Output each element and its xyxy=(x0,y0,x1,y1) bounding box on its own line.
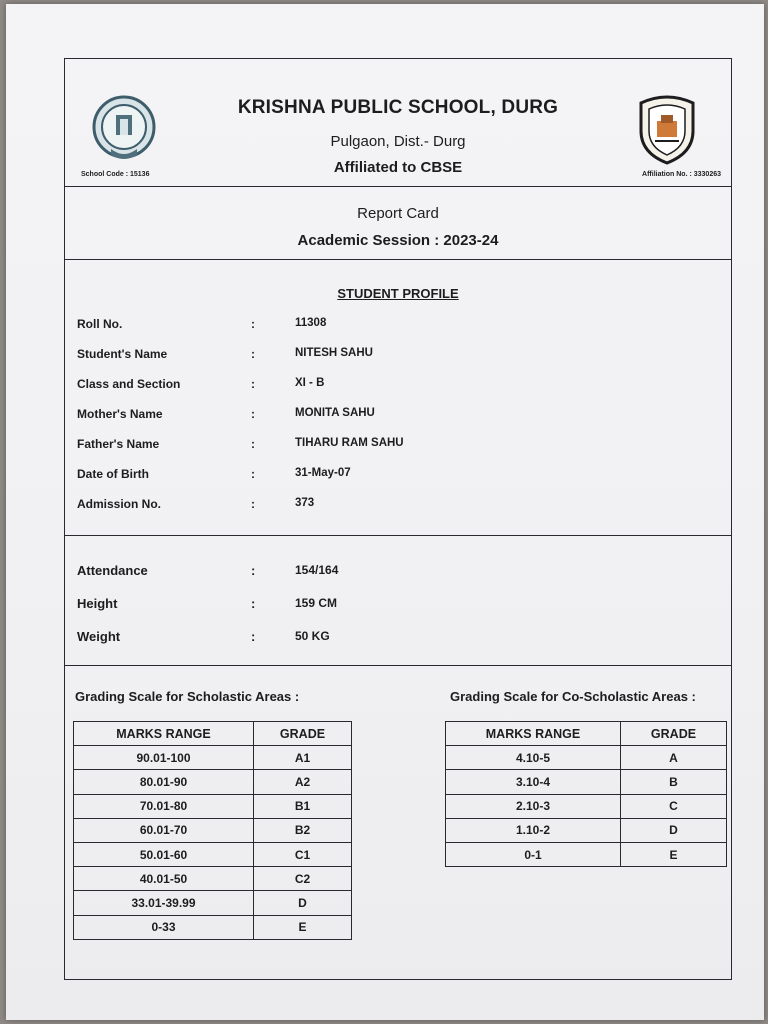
report-title-section xyxy=(65,187,731,260)
affiliation-number: Affiliation No. : 3330263 xyxy=(642,171,721,178)
school-code: School Code : 15136 xyxy=(81,171,150,178)
profile-row xyxy=(65,407,731,427)
field-label: Date of Birth xyxy=(77,467,149,481)
report-card-frame xyxy=(64,58,732,980)
marks-range-cell: 1.10-2 xyxy=(446,818,621,842)
field-separator: : xyxy=(251,563,256,578)
grade-cell: A xyxy=(621,746,727,770)
marks-range-cell: 60.01-70 xyxy=(74,818,254,842)
grade-cell: A2 xyxy=(254,770,352,794)
vitals-row xyxy=(65,629,731,649)
profile-row xyxy=(65,377,731,397)
field-value: 50 KG xyxy=(295,629,330,643)
field-separator: : xyxy=(251,497,255,511)
vitals-row xyxy=(65,596,731,616)
table-row xyxy=(446,818,727,842)
co-scholastic-grade-table xyxy=(445,721,727,867)
grade-cell: B2 xyxy=(254,818,352,842)
field-separator: : xyxy=(251,437,255,451)
field-value: 11308 xyxy=(295,317,327,329)
grade-cell: A1 xyxy=(254,746,352,770)
column-header: MARKS RANGE xyxy=(74,722,254,746)
grade-cell: E xyxy=(621,842,727,866)
school-affiliation: Affiliated to CBSE xyxy=(333,159,463,176)
academic-session: Academic Session : 2023-24 xyxy=(297,232,499,249)
field-separator: : xyxy=(251,317,255,331)
grade-cell: C xyxy=(621,794,727,818)
school-crest-icon xyxy=(635,93,699,165)
health-attendance-section xyxy=(65,536,731,666)
grade-cell: D xyxy=(621,818,727,842)
grading-scale-section xyxy=(65,666,731,979)
marks-range-cell: 0-1 xyxy=(446,842,621,866)
co-scholastic-scale-title: Grading Scale for Co-Scholastic Areas : xyxy=(450,689,696,704)
field-value: 159 CM xyxy=(295,596,338,610)
table-row xyxy=(74,915,352,939)
table-row xyxy=(74,770,352,794)
profile-heading: STUDENT PROFILE xyxy=(337,286,459,301)
student-profile-section xyxy=(65,260,731,536)
field-separator: : xyxy=(251,347,255,361)
field-label: Roll No. xyxy=(77,317,123,331)
field-label: Student's Name xyxy=(77,347,168,361)
field-label: Father's Name xyxy=(77,437,160,451)
field-separator: : xyxy=(251,596,256,611)
field-separator: : xyxy=(251,377,255,391)
table-row xyxy=(446,746,727,770)
marks-range-cell: 3.10-4 xyxy=(446,770,621,794)
report-card-paper xyxy=(6,4,764,1020)
field-separator: : xyxy=(251,407,255,421)
marks-range-cell: 50.01-60 xyxy=(74,842,254,866)
grade-cell: E xyxy=(254,915,352,939)
table-header-row xyxy=(446,722,727,746)
field-value: XI - B xyxy=(295,377,325,389)
marks-range-cell: 4.10-5 xyxy=(446,746,621,770)
school-header xyxy=(65,59,731,187)
column-header: MARKS RANGE xyxy=(446,722,621,746)
table-row xyxy=(446,842,727,866)
field-value: TIHARU RAM SAHU xyxy=(295,437,404,449)
vitals-row xyxy=(65,563,731,583)
field-label: Weight xyxy=(77,629,121,644)
profile-row xyxy=(65,437,731,457)
grade-cell: B xyxy=(621,770,727,794)
marks-range-cell: 70.01-80 xyxy=(74,794,254,818)
table-row xyxy=(446,794,727,818)
profile-row xyxy=(65,467,731,487)
profile-row xyxy=(65,317,731,337)
table-row xyxy=(74,818,352,842)
field-separator: : xyxy=(251,629,256,644)
scholastic-scale-title: Grading Scale for Scholastic Areas : xyxy=(75,689,300,704)
field-label: Admission No. xyxy=(77,497,162,511)
marks-range-cell: 40.01-50 xyxy=(74,867,254,891)
field-value: 373 xyxy=(295,497,315,509)
grade-cell: D xyxy=(254,891,352,915)
table-row xyxy=(74,794,352,818)
marks-range-cell: 0-33 xyxy=(74,915,254,939)
field-label: Height xyxy=(77,596,118,611)
profile-row xyxy=(65,347,731,367)
profile-row xyxy=(65,497,731,517)
marks-range-cell: 2.10-3 xyxy=(446,794,621,818)
field-label: Mother's Name xyxy=(77,407,163,421)
table-row xyxy=(74,867,352,891)
marks-range-cell: 33.01-39.99 xyxy=(74,891,254,915)
table-header-row xyxy=(74,722,352,746)
field-value: MONITA SAHU xyxy=(295,407,375,419)
table-row xyxy=(74,842,352,866)
marks-range-cell: 80.01-90 xyxy=(74,770,254,794)
grade-cell: C2 xyxy=(254,867,352,891)
field-label: Attendance xyxy=(77,563,148,578)
scholastic-grade-table xyxy=(73,721,352,940)
column-header: GRADE xyxy=(621,722,727,746)
table-row xyxy=(446,770,727,794)
column-header: GRADE xyxy=(254,722,352,746)
report-title: Report Card xyxy=(357,205,439,222)
school-address: Pulgaon, Dist.- Durg xyxy=(330,133,466,150)
table-row xyxy=(74,891,352,915)
school-name: KRISHNA PUBLIC SCHOOL, DURG xyxy=(237,97,559,118)
table-row xyxy=(74,746,352,770)
field-separator: : xyxy=(251,467,255,481)
field-value: 31-May-07 xyxy=(295,467,351,479)
grade-cell: C1 xyxy=(254,842,352,866)
field-value: 154/164 xyxy=(295,563,339,577)
field-value: NITESH SAHU xyxy=(295,347,373,359)
marks-range-cell: 90.01-100 xyxy=(74,746,254,770)
grade-cell: B1 xyxy=(254,794,352,818)
field-label: Class and Section xyxy=(77,377,181,391)
